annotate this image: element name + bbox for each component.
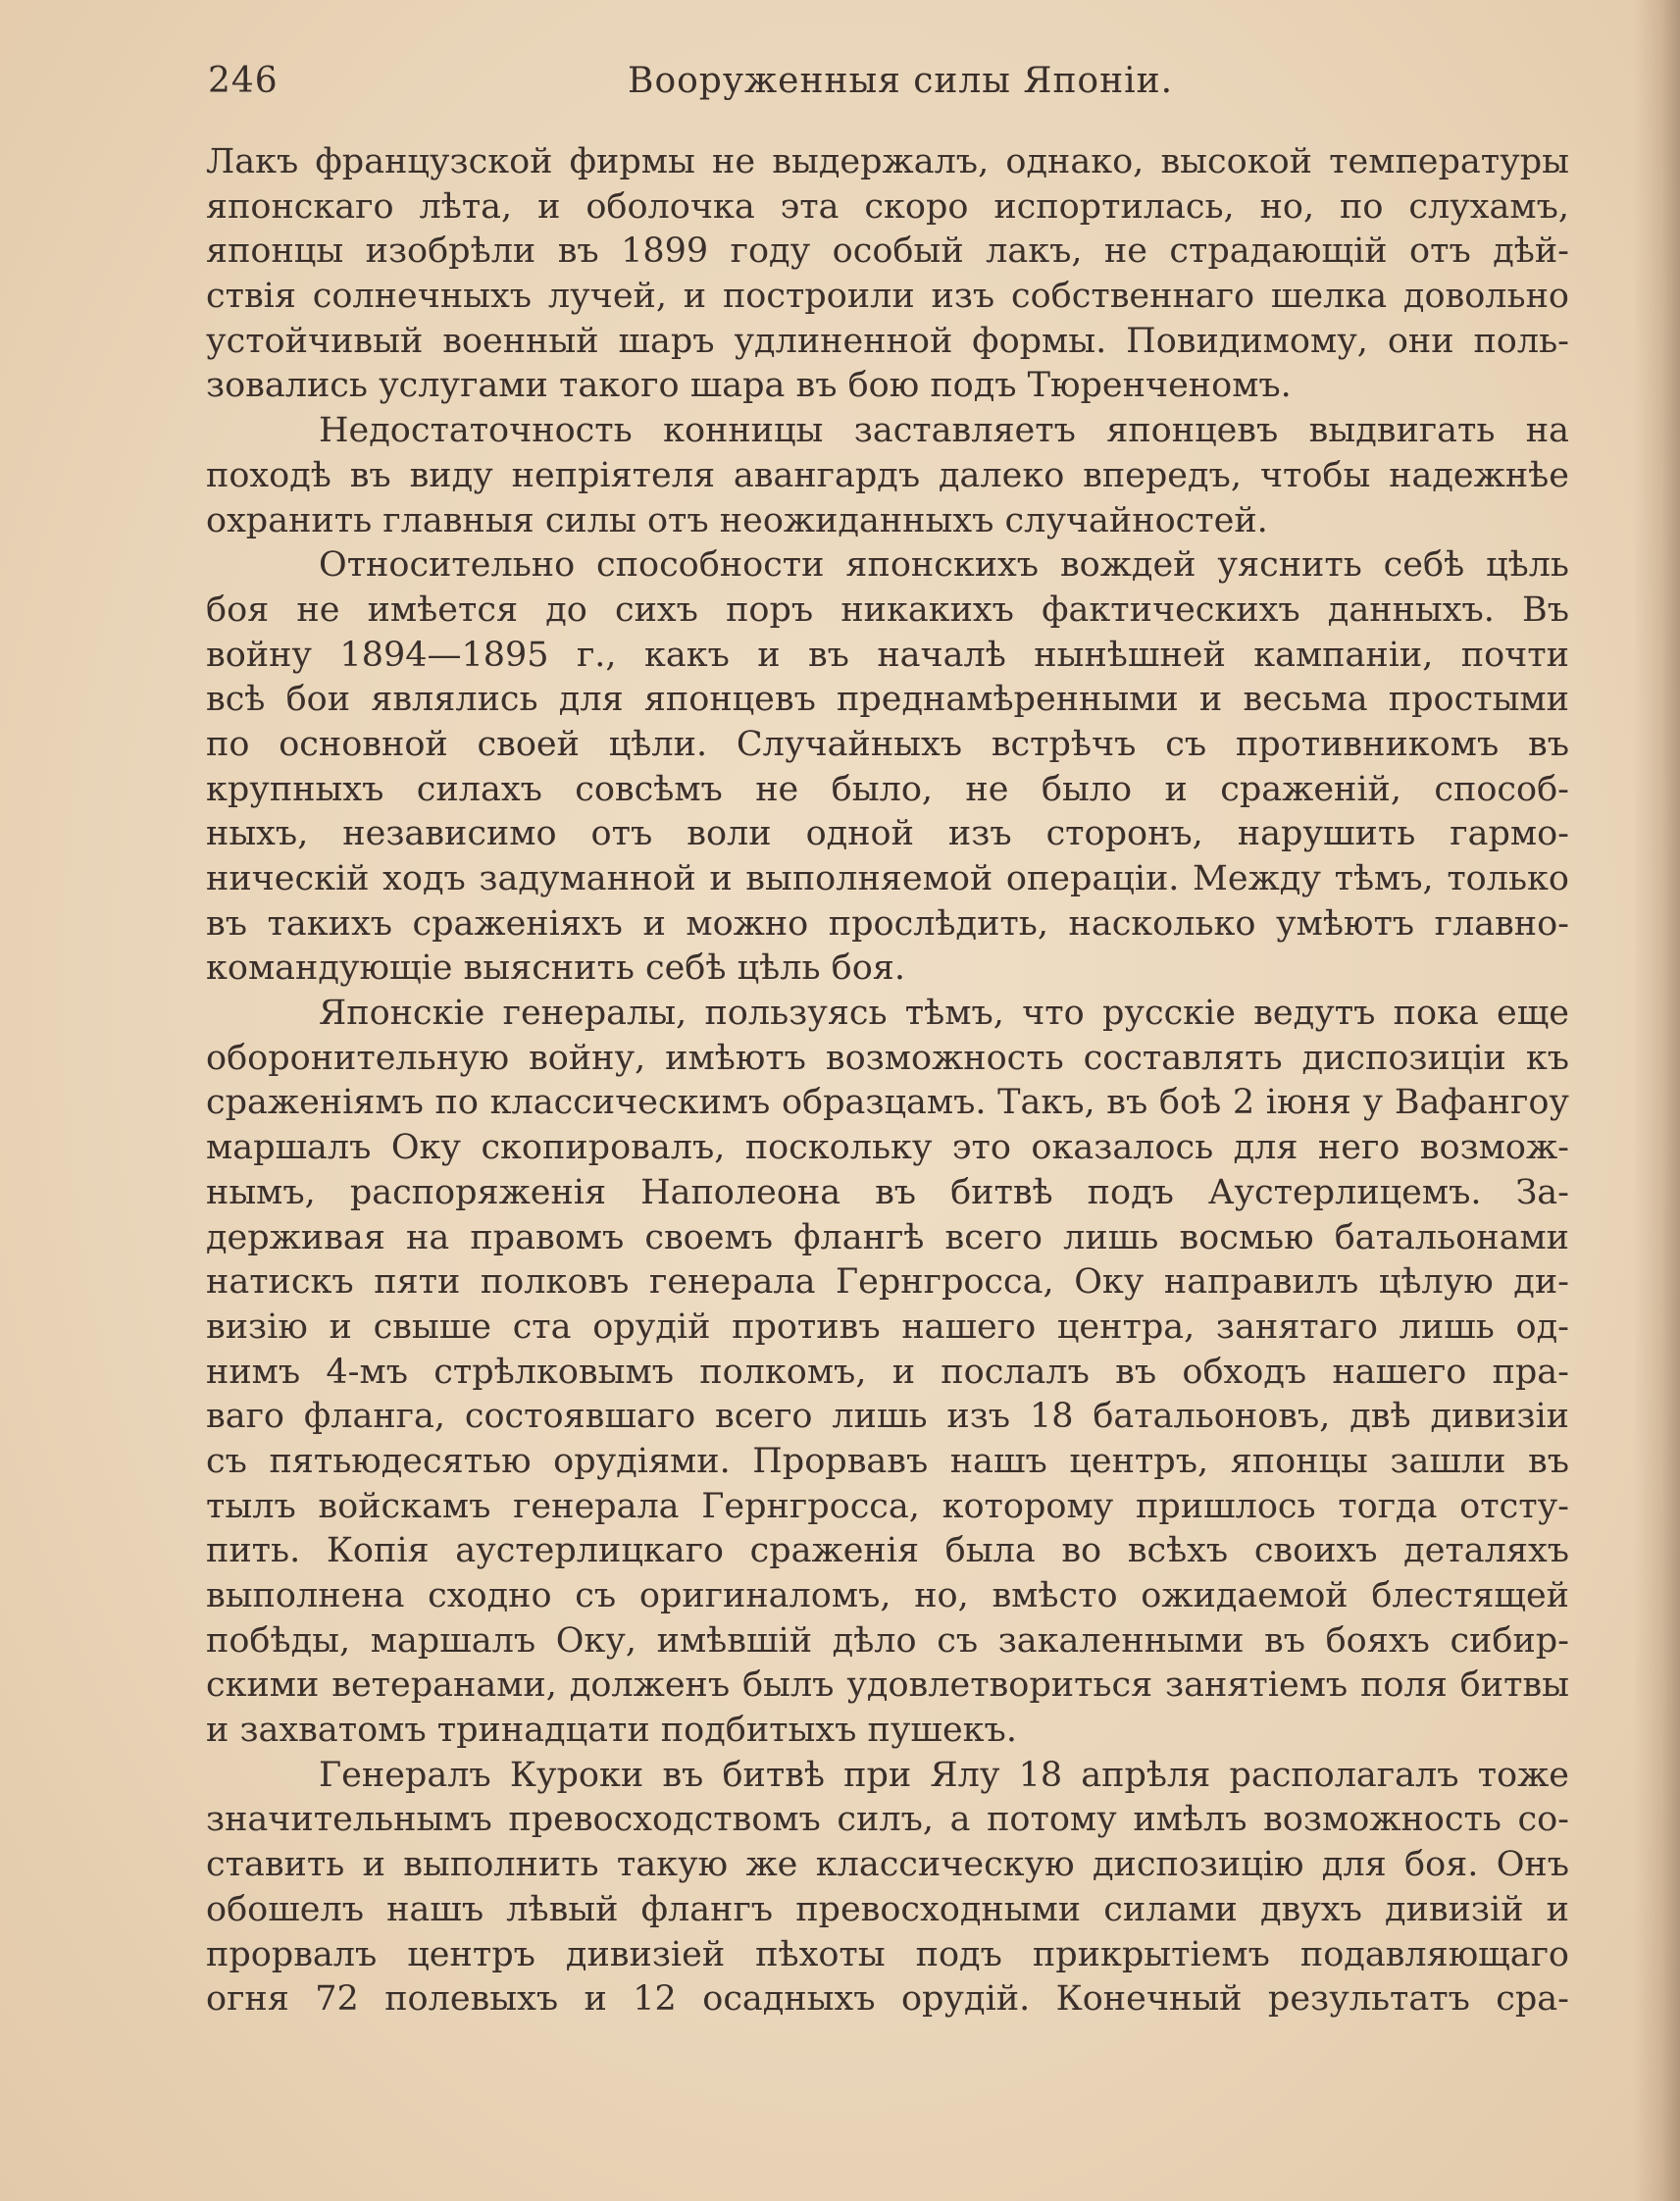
text-line: Японскіе генералы, пользуясь тѣмъ, что русскіе ведутъ пока еще <box>319 994 1569 1034</box>
text-line: Лакъ французской фирмы не выдержалъ, однако, высокой температуры <box>206 142 1569 181</box>
paragraph <box>206 140 1569 409</box>
text-line: ставить и выполнить такую же классическую диспозицію для боя. Онъ <box>206 1845 1569 1885</box>
text-line: ваго фланга, состоявшаго всего лишь изъ 18 батальоновъ, двѣ дивизіи <box>206 1397 1569 1437</box>
body-text <box>206 140 1569 2022</box>
text-line: съ пятьюдесятью орудіями. Прорвавъ нашъ центръ, японцы зашли въ <box>206 1441 1569 1481</box>
text-line: Генералъ Куроки въ битвѣ при Ялу 18 апрѣля располагалъ тоже <box>319 1755 1569 1795</box>
text-line: огня 72 полевыхъ и 12 осадныхъ орудій. Конечный результатъ сра- <box>206 1979 1569 2020</box>
running-title: Вооруженныя силы Японіи. <box>628 61 1174 101</box>
text-line: пить. Копія аустерлицкаго сраженія была во всѣхъ своихъ деталяхъ <box>206 1531 1569 1571</box>
text-line: японскаго лѣта, и оболочка эта скоро испортилась, но, по слухамъ, <box>206 186 1569 227</box>
text-line: прорвалъ центръ дивизіей пѣхоты подъ прикрытіемъ подавляющаго <box>206 1934 1569 1974</box>
text-line: значительнымъ превосходствомъ силъ, а потому имѣлъ возможность со- <box>206 1800 1569 1840</box>
text-line: походѣ въ виду непріятеля авангардъ далеко впередъ, чтобы надежнѣе <box>206 455 1569 495</box>
text-line: въ такихъ сраженіяхъ и можно прослѣдить, насколько умѣютъ главно- <box>206 903 1569 944</box>
text-line: зовались услугами такого шара въ бою подъ Тюренченомъ. <box>206 366 1292 406</box>
text-line: оборонительную войну, имѣютъ возможность составлять диспозиціи къ <box>206 1038 1569 1078</box>
text-line: обошелъ нашъ лѣвый флангъ превосходными силами двухъ дивизій и <box>206 1889 1569 1929</box>
text-line: японцы изобрѣли въ 1899 году особый лакъ, не страдающій отъ дѣй- <box>206 231 1569 272</box>
text-line: нимъ 4-мъ стрѣлковымъ полкомъ, и послалъ въ обходъ нашего пра- <box>206 1352 1569 1392</box>
text-line: Недостаточность конницы заставляетъ японцевъ выдвигать на <box>319 411 1569 451</box>
text-line: ныхъ, независимо отъ воли одной изъ сторонъ, нарушить гармо- <box>206 814 1569 854</box>
text-line: боя не имѣется до сихъ поръ никакихъ фактическихъ данныхъ. Въ <box>206 589 1569 630</box>
text-line: побѣды, маршалъ Оку, имѣвшій дѣло съ закаленными въ бояхъ сибир- <box>206 1620 1569 1661</box>
text-line: по основной своей цѣли. Случайныхъ встрѣчъ съ противникомъ въ <box>206 724 1569 764</box>
text-line: всѣ бои являлись для японцевъ преднамѣренными и весьма простыми <box>206 680 1569 720</box>
paragraph <box>206 992 1569 1754</box>
text-line: войну 1894—1895 г., какъ и въ началѣ нынѣшней кампаніи, почти <box>206 635 1569 675</box>
text-line: крупныхъ силахъ совсѣмъ не было, не было и сраженій, способ- <box>206 769 1569 809</box>
text-line: Относительно способности японскихъ вождей уяснить себѣ цѣль <box>319 545 1569 586</box>
text-line: охранить главныя силы отъ неожиданныхъ случайностей. <box>206 500 1268 540</box>
text-line: тылъ войскамъ генерала Гернгросса, которому пришлось тогда отсту- <box>206 1486 1569 1526</box>
page-edge-shadow <box>1633 0 1680 2201</box>
text-line: держивая на правомъ своемъ флангѣ всего лишь восмью батальонами <box>206 1217 1569 1257</box>
page-number: 246 <box>208 61 279 101</box>
text-line: натискъ пяти полковъ генерала Гернгросса, Оку направилъ цѣлую ди- <box>206 1262 1569 1303</box>
text-line: маршалъ Оку скопировалъ, поскольку это оказалось для него возмож- <box>206 1128 1569 1168</box>
paragraph <box>206 543 1569 992</box>
text-line: скими ветеранами, долженъ былъ удовлетвориться занятіемъ поля битвы <box>206 1665 1569 1706</box>
text-line: ническій ходъ задуманной и выполняемой операціи. Между тѣмъ, только <box>206 859 1569 898</box>
page-header <box>208 61 1581 110</box>
text-line: и захватомъ тринадцати подбитыхъ пушекъ. <box>206 1711 1017 1751</box>
text-line: сраженіямъ по классическимъ образцамъ. Такъ, въ боѣ 2 іюня у Вафангоу <box>206 1083 1569 1123</box>
paragraph <box>206 1754 1569 2022</box>
paragraph <box>206 409 1569 543</box>
text-line: визію и свыше ста орудій противъ нашего центра, занятаго лишь од- <box>206 1306 1569 1347</box>
text-line: ствія солнечныхъ лучей, и построили изъ собственнаго шелка довольно <box>206 277 1569 317</box>
text-line: выполнена сходно съ оригиналомъ, но, вмѣсто ожидаемой блестящей <box>206 1576 1569 1615</box>
text-line: командующіе выяснить себѣ цѣль боя. <box>206 948 905 989</box>
text-line: устойчивый военный шаръ удлиненной формы. Повидимому, они поль- <box>206 321 1569 361</box>
text-line: нымъ, распоряженія Наполеона въ битвѣ подъ Аустерлицемъ. За- <box>206 1172 1569 1212</box>
